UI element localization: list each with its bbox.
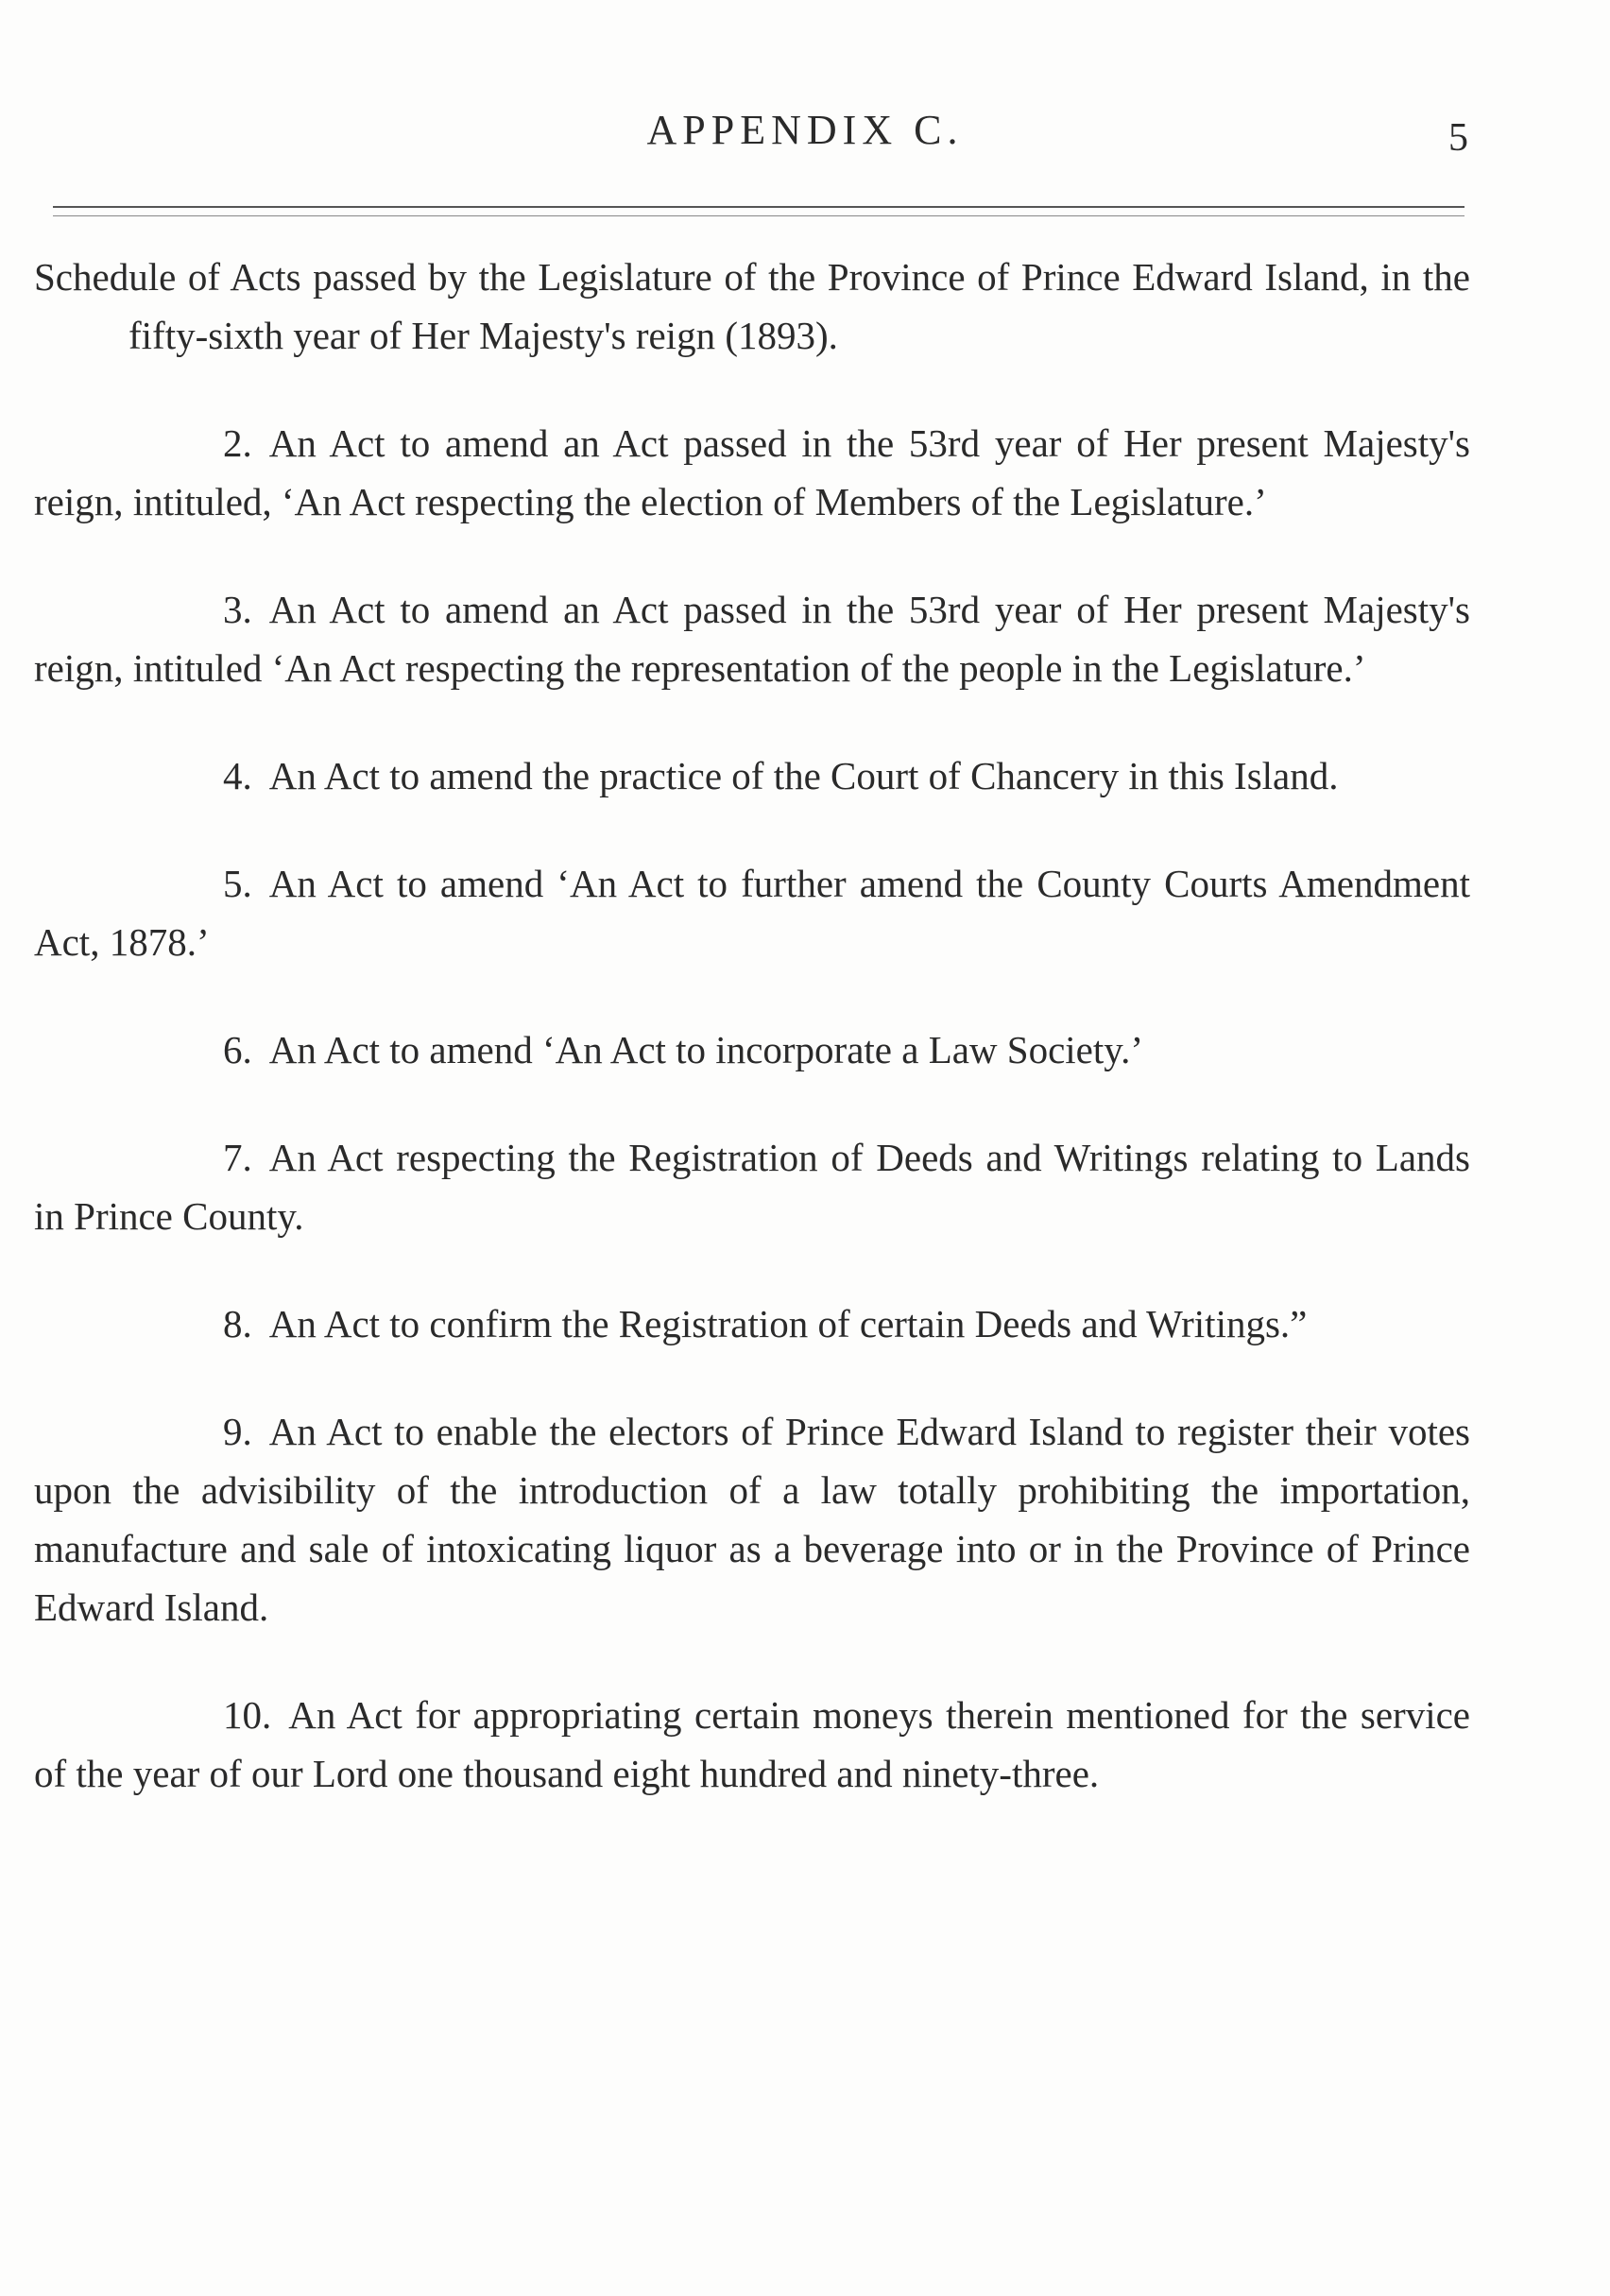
schedule-heading: Schedule of Acts passed by the Legislature of the Province of Prince Edward Island, in the fifty-sixth year of Her Majesty's reign (1893). <box>34 255 1470 357</box>
page-body <box>34 248 1470 1852</box>
header-rule-secondary <box>53 215 1464 216</box>
act-item-3 <box>34 580 1470 697</box>
act-number: 10. <box>223 1693 272 1737</box>
act-number: 6. <box>223 1028 252 1071</box>
act-text: An Act for appropriating certain moneys therein mentioned for the service of the year of our Lord one thousand eight hundred and ninety-three. <box>34 1693 1470 1795</box>
act-text: An Act to amend an Act passed in the 53rd year of Her present Majesty's reign, intituled ‘An Act respecting the representation of the people in the Legislature.’ <box>34 588 1470 690</box>
act-number: 4. <box>223 754 252 797</box>
act-text: An Act to amend ‘An Act to incorporate a Law Society.’ <box>268 1028 1144 1071</box>
act-item-9 <box>34 1402 1470 1636</box>
act-item-10 <box>34 1686 1470 1803</box>
act-text: An Act to enable the electors of Prince Edward Island to register their votes upon the advisibility of the introduction of a law totally prohibiting the importation, manufacture and sale of intoxicating liquor as a beverage into or in the Province of Prince Edward Island. <box>34 1410 1470 1629</box>
header-rule <box>53 206 1464 208</box>
act-number: 5. <box>223 862 252 905</box>
act-text: An Act to amend ‘An Act to further amend the County Courts Amendment Act, 1878.’ <box>34 862 1470 964</box>
act-item-4 <box>34 746 1470 805</box>
act-number: 2. <box>223 421 252 465</box>
act-text: An Act to amend an Act passed in the 53rd year of Her present Majesty's reign, intituled, ‘An Act respecting the election of Members of the Legislature.’ <box>34 421 1470 523</box>
act-item-6 <box>34 1020 1470 1079</box>
act-text: An Act respecting the Registration of Deeds and Writings relating to Lands in Prince County. <box>34 1136 1470 1238</box>
page-title: APPENDIX C. <box>646 107 964 153</box>
act-number: 7. <box>223 1136 252 1179</box>
running-head <box>0 106 1610 163</box>
act-number: 8. <box>223 1302 252 1345</box>
act-number: 3. <box>223 588 252 631</box>
act-item-8 <box>34 1294 1470 1353</box>
act-item-5 <box>34 854 1470 971</box>
act-number: 9. <box>223 1410 252 1453</box>
page-number: 5 <box>1448 116 1468 160</box>
act-item-7 <box>34 1128 1470 1245</box>
act-text: An Act to confirm the Registration of certain Deeds and Writings.” <box>268 1302 1308 1345</box>
act-text: An Act to amend the practice of the Court of Chancery in this Island. <box>268 754 1339 797</box>
act-item-2 <box>34 414 1470 531</box>
